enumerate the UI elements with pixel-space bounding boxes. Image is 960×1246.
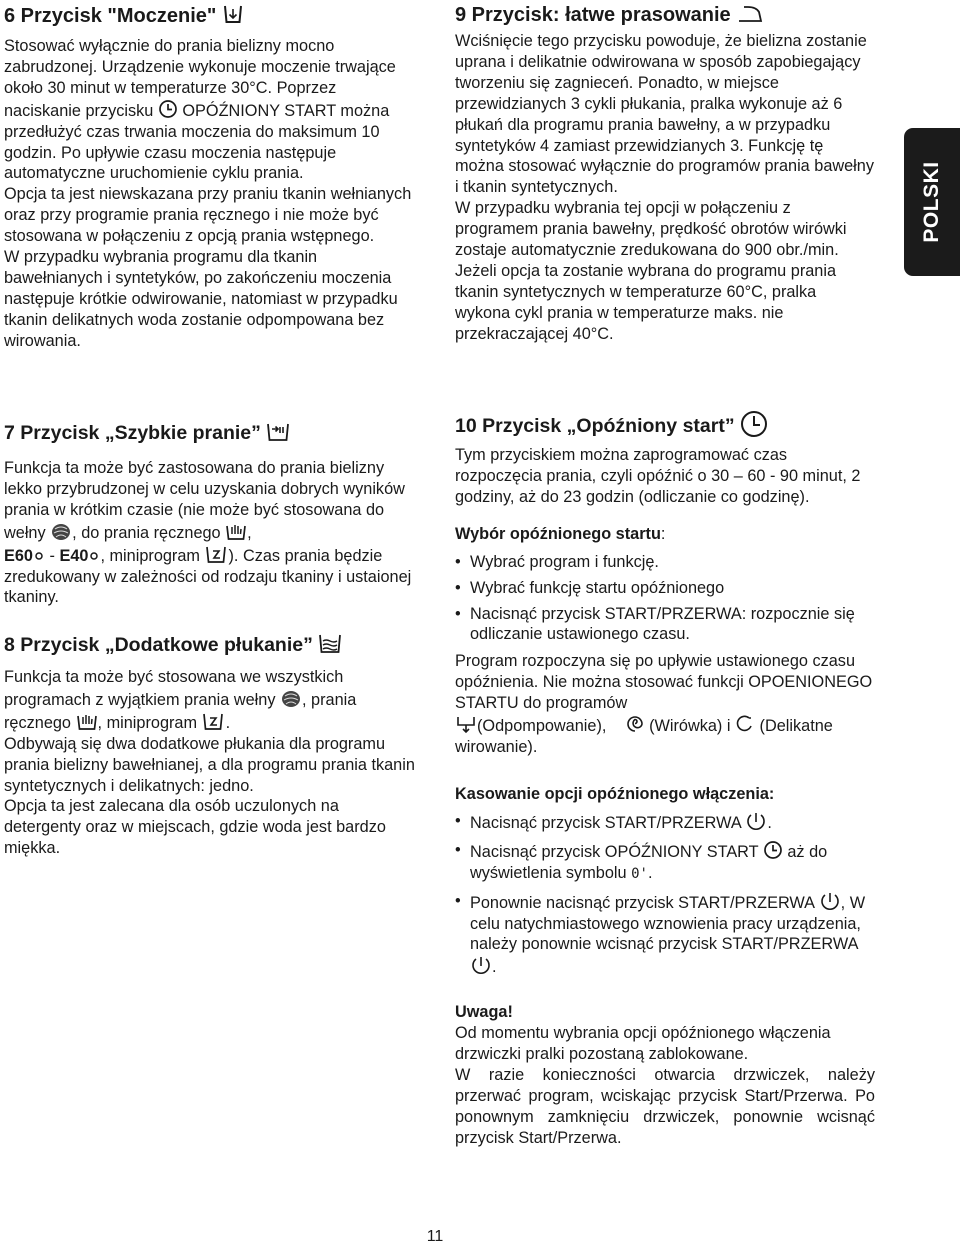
program-e60-label: E60: [4, 546, 33, 565]
start-pause-icon: [745, 811, 767, 831]
section-quick-wash-paragraph: [4, 458, 416, 608]
section-soak-paragraph-1: [4, 36, 416, 184]
miniprogram-icon: [205, 544, 229, 564]
cancel-step-1-text: Nacisnąć przycisk START/PRZERWA: [470, 813, 741, 832]
section-extra-rinse-paragraph-2: Odbywają się dwa dodatkowe płukania dla programu prania bielizny bawełnianej, a dla programu prania tkanin syntetycznych i delikatnych: jedno.: [4, 734, 415, 795]
delay-choice-heading-text: Wybór opóźnionego startu: [455, 524, 661, 543]
section-easy-iron-title-text: 9 Przycisk: łatwe prasowanie: [455, 4, 731, 26]
gentle-spin-icon: [735, 714, 755, 734]
quick-wash-dash: -: [44, 546, 60, 565]
program-e40-label: E40: [59, 546, 89, 565]
delay-cancel-heading: Kasowanie opcji opóźnionego włączenia:: [455, 784, 775, 803]
cancel-step-2-part-b: aż do wyświetlenia symbolu: [470, 842, 828, 882]
delay-choice-heading: [455, 524, 875, 545]
cancel-step-1-end: .: [767, 813, 772, 832]
delay-choice-colon: :: [660, 524, 666, 543]
delay-p2-part-c: (Wirówka) i: [649, 717, 731, 736]
section-delay-start: [455, 410, 875, 1149]
note-paragraph-2: W razie konieczności otwarcia drzwiczek, należy przerwać program, wciskając przycisk Start/Przerwa. Po ponownym zamknięciu drzwiczek, ponownie wcisnąć przycisk Start/Przerwa.: [455, 1066, 875, 1147]
list-item: [455, 891, 875, 979]
section-easy-iron-paragraph-2: W przypadku wybrania tej opcji w połączeniu z programem prania bawełny, prędkość obrotów wirówki zostaje automatycznie zredukowana do 900 obr./min.: [455, 199, 847, 260]
display-symbol: 0': [631, 865, 648, 882]
section-soak-title-text: 6 Przycisk "Moczenie": [4, 5, 217, 27]
section-delay-start-title: [455, 410, 875, 438]
note-heading: Uwaga!: [455, 1003, 513, 1022]
start-pause-icon: [470, 955, 492, 975]
delay-p2-part-a: Program rozpoczyna się po upływie ustawionego czasu opóźnienia. Nie można stosować funkcji OPOENIONEGO STARTU do programów: [455, 652, 873, 713]
drain-icon: [455, 714, 477, 734]
list-item: • Nacisnąć przycisk START/PRZERWA: rozpocznie się odliczanie ustawionego czasu.: [455, 604, 875, 646]
delay-p2-part-d: (Delikatne wirowanie).: [455, 717, 833, 756]
section-soak: [4, 3, 416, 352]
e60-program-icon: [33, 550, 45, 564]
section-delay-start-paragraph-1: Tym przyciskiem można zaprogramować czas rozpoczęcia prania, czyli opóźnić o 30 – 60 - 90 minut, 2 godziny, aż do 23 godzin (odliczanie co godzinę).: [455, 446, 861, 506]
section-easy-iron: [455, 3, 875, 345]
section-easy-iron-paragraph-3: Jeżeli opcja ta zostanie wybrana do programu prania tkanin syntetycznych w temperaturze 60°C, pralka wykona cykl prania w temperaturze maks. nie przekraczającej 40°C.: [455, 261, 837, 343]
extra-rinse-icon: [318, 632, 342, 654]
quick-wash-p1-part-e: ). Czas prania będzie zredukowany w zależności od rodzaju tkaniny i ustaionej tkaniny.: [4, 546, 412, 607]
delay-cancel-list: [455, 811, 875, 978]
quick-wash-icon: [266, 420, 290, 442]
list-item: [455, 811, 875, 834]
quick-wash-p1-part-c: ,: [247, 523, 252, 542]
wool-icon: [50, 521, 72, 541]
soak-p1-part-a: Stosować wyłącznie do prania bielizny mocno zabrudzonej. Urządzenie wykonuje moczenie trwające około 30 minut w temperaturze 30°C. Poprzez naciskanie przycisku: [4, 37, 396, 120]
extra-rinse-p1-part-c: , miniprogram: [97, 713, 198, 732]
delay-choice-list: [455, 552, 875, 646]
section-extra-rinse-title: [4, 632, 416, 657]
section-delay-start-paragraph-2: [455, 651, 875, 758]
extra-rinse-p1-part-a: Funkcja ta może być stosowana we wszystkich programach z wyjątkiem prania wełny: [4, 668, 344, 709]
section-soak-title: [4, 3, 416, 28]
list-item: [455, 840, 875, 885]
iron-icon: [736, 4, 764, 24]
start-pause-icon: [819, 891, 841, 911]
section-quick-wash-title-text: 7 Przycisk „Szybkie pranie”: [4, 422, 261, 444]
clock-icon: [158, 99, 178, 119]
hand-wash-icon: [225, 521, 247, 541]
section-easy-iron-title: [455, 3, 875, 27]
note-paragraph-1: Od momentu wybrania opcji opóźnionego włączenia drzwiczki pralki pozostaną zablokowane.: [455, 1024, 831, 1064]
delay-p2-part-b: (Odpompowanie),: [477, 717, 607, 736]
section-soak-paragraph-2: Opcja ta jest niewskazana przy praniu tkanin wełnianych oraz przy programie prania ręcznego i nie może być stosowana w połączeniu z opcją prania wstępnego.: [4, 185, 412, 246]
cancel-step-3-part-a: Ponownie nacisnąć przycisk START/PRZERWA: [470, 893, 815, 912]
section-quick-wash: [4, 420, 416, 608]
section-extra-rinse-paragraph-1: [4, 667, 416, 734]
quick-wash-p1-part-b: , do prania ręcznego: [72, 523, 221, 542]
clock-icon: [740, 410, 768, 438]
cancel-step-3-end: .: [492, 958, 497, 977]
soak-icon: [222, 3, 244, 25]
section-extra-rinse: [4, 632, 416, 859]
section-extra-rinse-title-text: 8 Przycisk „Dodatkowe płukanie”: [4, 634, 313, 656]
e40-program-icon: [88, 550, 100, 564]
section-extra-rinse-paragraph-3: Opcja ta jest zalecana dla osób uczulonych na detergenty oraz w miejscach, gdzie woda jest bardzo miękka.: [4, 797, 386, 858]
quick-wash-p1-part-d: , miniprogram: [100, 546, 200, 565]
miniprogram-icon: [202, 711, 226, 731]
section-delay-start-title-text: 10 Przycisk „Opóźniony start”: [455, 415, 735, 437]
clock-icon: [763, 840, 783, 860]
spin-icon: [625, 714, 645, 734]
cancel-step-3-part-b: , W celu natychmiastowego wznowienia pracy urządzenia, należy ponownie wcisnąć przycisk START/PRZERWA: [470, 893, 866, 954]
wool-icon: [280, 688, 302, 708]
list-item: • Wybrać funkcję startu opóźnionego: [455, 578, 875, 599]
section-easy-iron-paragraph-1: Wciśnięcie tego przycisku powoduje, że bielizna zostanie uprana i delikatnie odwirowana w sposób zapobiegający tworzeniu się zagnieceń. Ponadto, w miejsce przewidzianych 3 cykli płukania, pralka wykonuje aż 6 płukań dla programu prania bawełny, a w przypadku syntetyków 4 zamiast przewidzianych 3. Funkcję tę można stosować wyłącznie do programów prania bawełny i tkanin syntetycznych.: [455, 32, 874, 197]
hand-wash-icon: [76, 711, 98, 731]
language-tab-label: POLSKI: [920, 161, 943, 243]
extra-rinse-p1-part-d: .: [225, 713, 231, 732]
page-number: 11: [426, 1228, 444, 1245]
quick-wash-p1-part-a: Funkcja ta może być zastosowana do prania bielizny lekko przybrudzonej w celu uzyskania dobrych wyników prania w krótkim czasie (nie może być stosowana do wełny: [4, 459, 405, 542]
cancel-step-2-part-a: Nacisnąć przycisk OPÓŹNIONY START: [470, 842, 759, 861]
soak-p1-part-b: OPÓŹNIONY START można przedłużyć czas trwania moczenia do maksimum 10 godzin. Po upływie czasu moczenia następuje automatyczne uruchomienie cyklu prania.: [4, 101, 390, 183]
language-tab: [904, 128, 960, 276]
cancel-step-2-end: .: [647, 863, 653, 882]
section-quick-wash-title: [4, 420, 416, 445]
section-soak-paragraph-3: W przypadku wybrania programu dla tkanin bawełnianych i syntetyków, po zakończeniu moczenia następuje krótkie odwirowanie, natomiast w przypadku tkanin delikatnych woda zostanie odpompowana bez wirowania.: [4, 248, 398, 350]
extra-rinse-p1-part-b: , prania ręcznego: [4, 690, 357, 732]
list-item: • Wybrać program i funkcję.: [455, 552, 875, 573]
